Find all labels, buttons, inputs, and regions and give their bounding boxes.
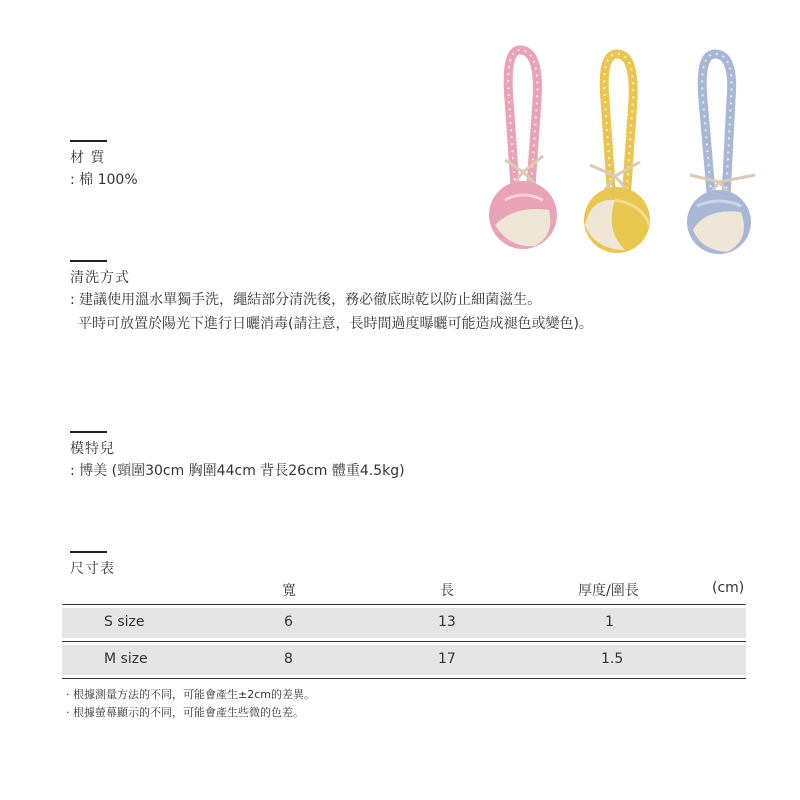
table-row bbox=[62, 608, 746, 638]
note-color: · 根據螢幕顯示的不同，可能會產生些微的色差。 bbox=[66, 706, 304, 719]
section-rule bbox=[70, 260, 107, 262]
cell-length: 17 bbox=[438, 651, 456, 667]
table-divider bbox=[62, 678, 746, 679]
section-rule bbox=[70, 551, 107, 553]
table-header bbox=[62, 576, 746, 604]
washing-line-1: : 建議使用溫水單獨手洗，繩結部分清洗後，務必徹底晾乾以防止細菌滋生。 bbox=[70, 292, 542, 308]
washing-section bbox=[70, 260, 593, 336]
section-rule bbox=[70, 140, 107, 142]
row-label: S size bbox=[104, 614, 145, 630]
model-section bbox=[70, 431, 405, 483]
model-heading: 模特兒 bbox=[70, 441, 115, 457]
column-length: 長 bbox=[440, 583, 454, 599]
cell-length: 13 bbox=[438, 614, 456, 630]
table-divider bbox=[62, 604, 746, 605]
note-measurement: · 根據測量方法的不同，可能會產生±2cm的差異。 bbox=[66, 688, 315, 701]
size-heading: 尺寸表 bbox=[70, 561, 115, 577]
pink-rope-toy bbox=[489, 50, 557, 249]
cell-thickness: 1.5 bbox=[601, 651, 624, 667]
section-rule bbox=[70, 431, 107, 433]
material-value: : 棉 100% bbox=[70, 172, 138, 188]
notes bbox=[66, 686, 315, 722]
column-width: 寬 bbox=[282, 583, 296, 599]
unit-label: (cm) bbox=[712, 580, 745, 596]
washing-heading: 清洗方式 bbox=[70, 270, 130, 286]
table-row bbox=[62, 645, 746, 675]
table-divider bbox=[62, 641, 746, 642]
material-heading: 材 質 bbox=[70, 150, 106, 166]
cell-width: 6 bbox=[284, 614, 293, 630]
column-thickness: 厚度/圍長 bbox=[578, 583, 639, 599]
blue-rope-toy bbox=[687, 54, 755, 254]
product-image-rope-toys bbox=[465, 40, 785, 260]
size-table bbox=[62, 576, 746, 679]
yellow-rope-toy bbox=[584, 54, 650, 253]
size-section bbox=[70, 551, 115, 579]
cell-width: 8 bbox=[284, 651, 293, 667]
washing-line-2: 平時可放置於陽光下進行日曬消毒(請注意，長時間過度曝曬可能造成褪色或變色)。 bbox=[78, 316, 593, 332]
material-section bbox=[70, 140, 138, 192]
row-label: M size bbox=[104, 651, 148, 667]
model-value: : 博美 (頸圍30cm 胸圍44cm 背長26cm 體重4.5kg) bbox=[70, 463, 405, 479]
cell-thickness: 1 bbox=[605, 614, 614, 630]
